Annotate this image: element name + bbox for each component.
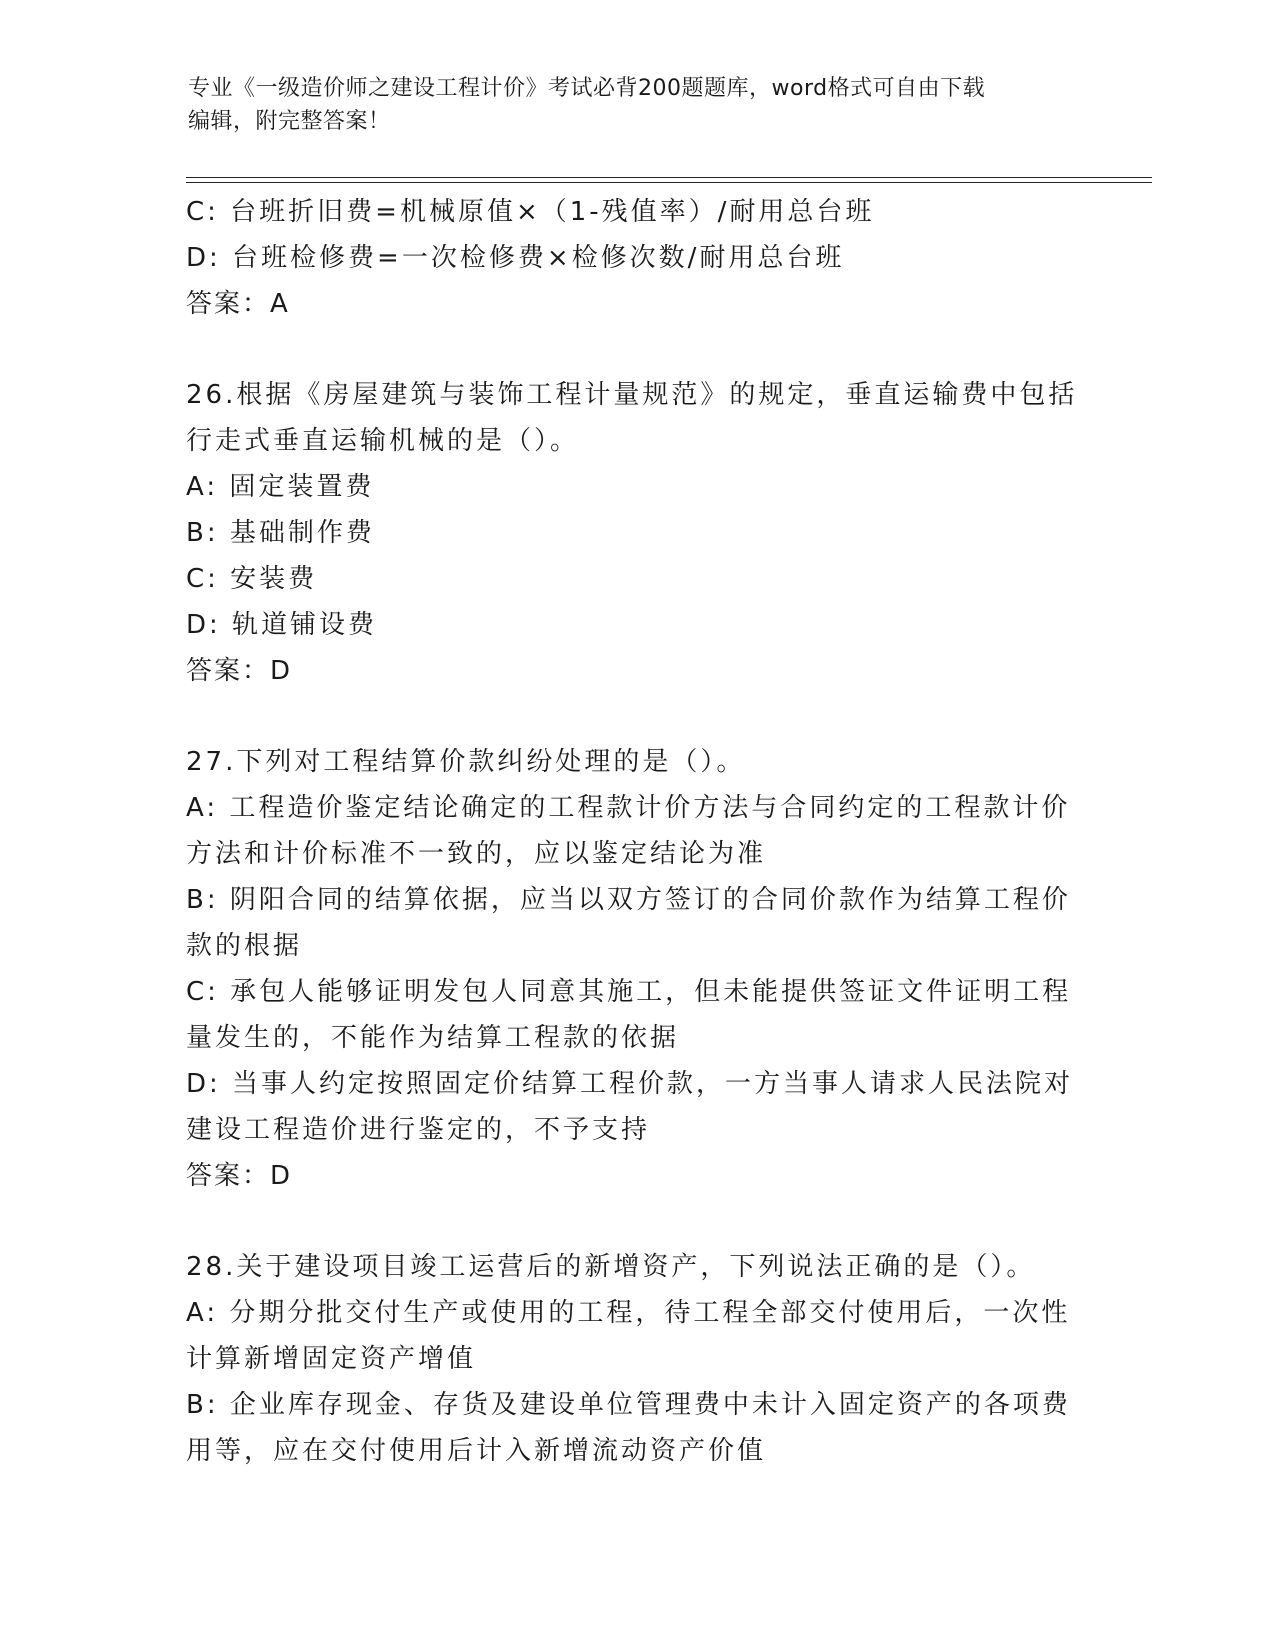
document-header [188, 72, 1068, 138]
option-b: B: 阴阳合同的结算依据，应当以双方签订的合同价款作为结算工程价 [186, 885, 1071, 915]
question-stem: 26.根据《房屋建筑与装饰工程计量规范》的规定，垂直运输费中包括 [186, 380, 1078, 410]
option-c: C: 承包人能够证明发包人同意其施工，但未能提供签证文件证明工程 [186, 977, 1072, 1007]
option-c-cont: 量发生的，不能作为结算工程款的依据 [186, 1023, 680, 1053]
header-title-line-2: 编辑，附完整答案！ [188, 109, 391, 134]
question-26 [186, 372, 1086, 694]
option-d-cont: 建设工程造价进行鉴定的，不予支持 [186, 1115, 651, 1145]
option-c: C: 安装费 [186, 564, 318, 594]
header-divider [186, 177, 1152, 183]
option-a-cont: 方法和计价标准不一致的，应以鉴定结论为准 [186, 839, 767, 869]
answer: 答案：A [186, 289, 290, 319]
option-b: B: 企业库存现金、存货及建设单位管理费中未计入固定资产的各项费 [186, 1390, 1071, 1420]
spacer [186, 327, 1086, 372]
option-b-cont: 用等，应在交付使用后计入新增流动资产价值 [186, 1436, 767, 1466]
answer: 答案：D [186, 656, 293, 686]
spacer [186, 694, 1086, 739]
question-28 [186, 1244, 1086, 1474]
question-stem: 28.关于建设项目竣工运营后的新增资产，下列说法正确的是（）。 [186, 1252, 1036, 1282]
option-a: A: 工程造价鉴定结论确定的工程款计价方法与合同约定的工程款计价 [186, 793, 1071, 823]
option-a: A: 固定装置费 [186, 472, 375, 502]
option-b-cont: 款的根据 [186, 931, 303, 961]
option-d: D: 台班检修费=一次检修费×检修次数/耐用总台班 [186, 243, 845, 273]
answer: 答案：D [186, 1161, 293, 1191]
option-b: B: 基础制作费 [186, 518, 375, 548]
question-27 [186, 739, 1086, 1199]
header-title-line-1: 专业《一级造价师之建设工程计价》考试必背200题题库，word格式可自由下载 [188, 76, 986, 101]
option-d: D: 当事人约定按照固定价结算工程价款，一方当事人请求人民法院对 [186, 1069, 1074, 1099]
option-a: A: 分期分批交付生产或使用的工程，待工程全部交付使用后，一次性 [186, 1298, 1071, 1328]
option-c: C: 台班折旧费=机械原值×（1-残值率）/耐用总台班 [186, 197, 875, 227]
question-25 [186, 189, 1086, 327]
option-d: D: 轨道铺设费 [186, 610, 378, 640]
spacer [186, 1199, 1086, 1244]
option-a-cont: 计算新增固定资产增值 [186, 1344, 477, 1374]
question-stem: 27.下列对工程结算价款纠纷处理的是（）。 [186, 747, 746, 777]
question-stem-cont: 行走式垂直运输机械的是（）。 [186, 426, 580, 456]
question-list [186, 189, 1086, 1474]
